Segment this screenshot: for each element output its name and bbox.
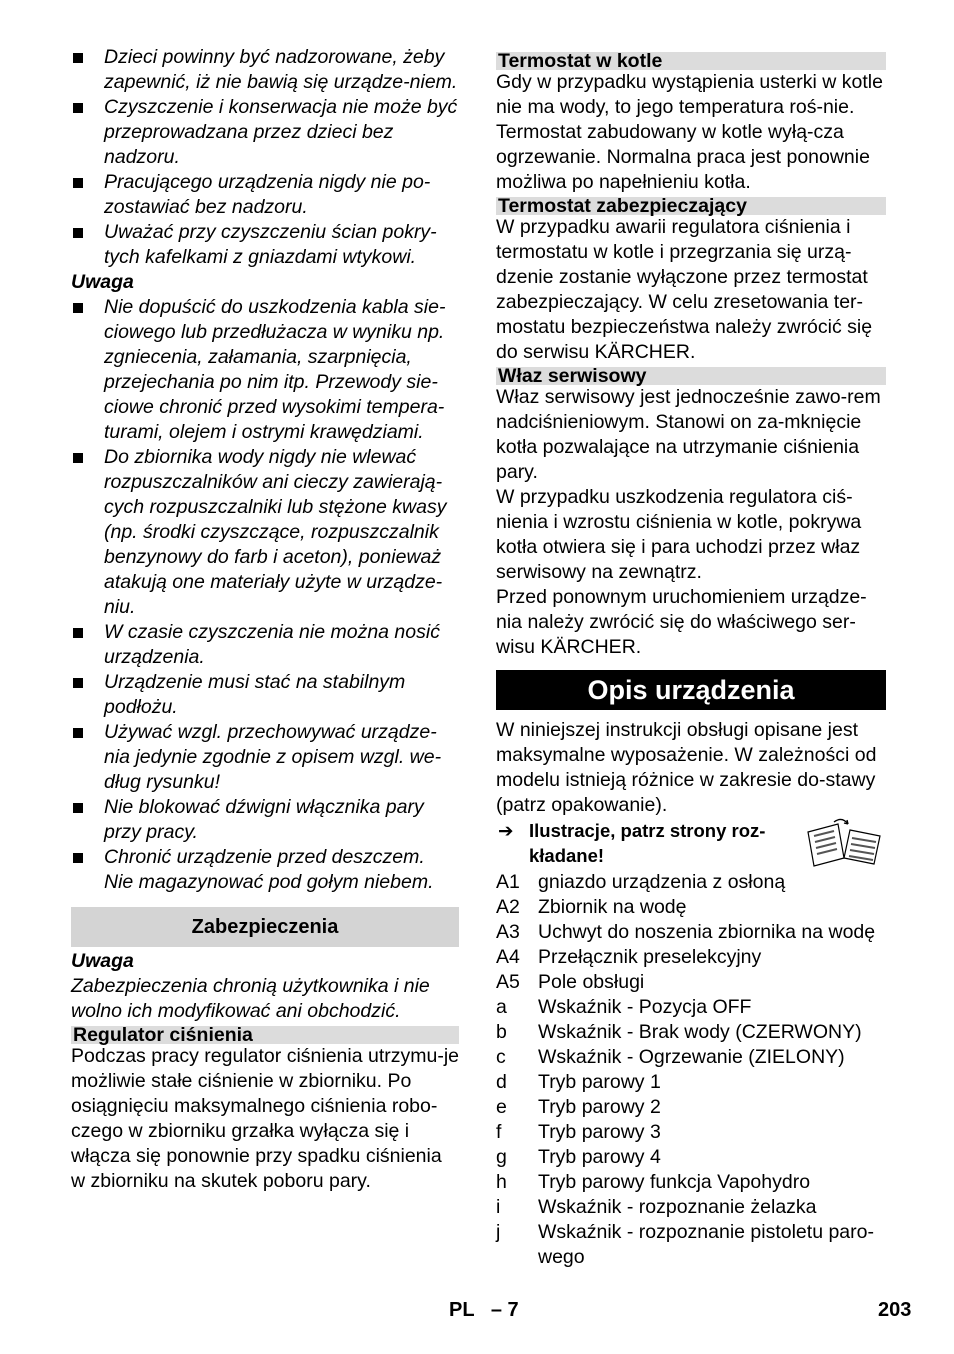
footer-page-number: 203 [878,1299,912,1321]
note-label: Uwaga [71,271,134,293]
list-item: Chronić urządzenie przed deszczem. Nie magazynować pod gołym niebem. [71,845,459,895]
table-row: a Wskaźnik - Pozycja OFF [496,996,752,1018]
left-column [71,45,459,1194]
paragraph-service-hatch-1: Właz serwisowy jest jednocześnie zawo-rem nadciśnieniowym. Stanowi on za-mknięcie kotła pozwalające na utrzymanie ciśnienia pary. [496,386,881,483]
list-item: Pracującego urządzenia nigdy nie po-zostawiać bez nadzoru. [71,170,459,220]
subheading-safety-thermostat: Termostat zabezpieczający [496,197,886,215]
illustrations-reference-text: Ilustracje, patrz strony roz-kładane! [529,820,766,866]
table-row: g Tryb parowy 4 [496,1146,661,1168]
list-item: Używać wzgl. przechowywać urządze-nia jedynie zgodnie z opisem wzgl. we-dług rysunku! [71,720,459,795]
list-item: Czyszczenie i konserwacja nie może być przeprowadzana przez dzieci bez nadzoru. [71,95,459,170]
warning-list-children [71,45,459,270]
table-row: j Wskaźnik - rozpoznanie pistoletu paro-wego [496,1221,874,1268]
table-row: A2 Zbiornik na wodę [496,896,687,918]
list-item: Urządzenie musi stać na stabilnym podłożu. [71,670,459,720]
table-row: h Tryb parowy funkcja Vapohydro [496,1171,811,1193]
paragraph-service-hatch-3: Przed ponownym uruchomieniem urządze-nia należy zwrócić się do właściwego ser-wisu KÄRCHER. [496,586,867,658]
table-row: A1 gniazdo urządzenia z osłoną [496,871,786,893]
section-heading-safety: Zabezpieczenia [71,907,459,947]
chapter-heading-device-description: Opis urządzenia [496,670,886,710]
subheading-service-hatch: Właz serwisowy [496,367,886,385]
list-item: W czasie czyszczenia nie można nosić urządzenia. [71,620,459,670]
table-row: A3 Uchwyt do noszenia zbiornika na wodę [496,921,876,943]
component-legend [496,870,886,1270]
table-row: i Wskaźnik - rozpoznanie żelazka [496,1196,817,1218]
table-row: A5 Pole obsługi [496,971,645,993]
list-item: Dzieci powinny być nadzorowane, żeby zapewnić, iż nie bawią się urządze-niem. [71,45,459,95]
table-row: c Wskaźnik - Ogrzewanie (ZIELONY) [496,1046,845,1068]
paragraph-pressure-regulator: Podczas pracy regulator ciśnienia utrzymu-je możliwie stałe ciśnienie w zbiorniku. Po osiągnięciu maksymalnego ciśnienia robo-czego w zbiorniku grzałka wyłącza się i włącza się ponownie przy spadku ciśnienia w zbiorniku na skutek poboru pary. [71,1045,460,1192]
subheading-pressure-regulator: Regulator ciśnienia [71,1026,459,1044]
list-item: Nie blokować dźwigni włącznika pary przy pracy. [71,795,459,845]
paragraph-device-intro: W niniejszej instrukcji obsługi opisane jest maksymalne wyposażenie. W zależności od modelu istnieją różnice w zakresie do-stawy (patrz opakowanie). [496,719,877,816]
table-row: e Tryb parowy 2 [496,1096,661,1118]
footer-language-page: PL – 7 [449,1299,519,1321]
paragraph-boiler-thermostat: Gdy w przypadku wystąpienia usterki w kotle nie ma wody, to jego temperatura roś-nie. Termostat zabudowany w kotle wyłą-cza ogrzewanie. Normalna praca jest ponownie możliwa po napełnieniu kotła. [496,71,883,193]
paragraph-service-hatch-2: W przypadku uszkodzenia regulatora ciś-nienia i wzrostu ciśnienia w kotle, pokrywa kotła otwiera się i para uchodzi przez właz serwisowy na zewnątrz. [496,486,862,583]
open-book-icon [804,818,884,868]
list-item: Do zbiornika wody nigdy nie wlewać rozpuszczalników ani cieczy zawierają-cych rozpuszczalniki lub stężone kwasy (np. środki czyszczące, rozpuszczalnik benzynowy do farb i aceton), ponieważ atakują one materiały użyte w urządze-niu. [71,445,459,620]
list-item: Nie dopuścić do uszkodzenia kabla sie-ciowego lub przedłużacza w wyniku np. zgniecenia, załamania, szarpnięcia, przejechania po nim itp. Przewody sie-ciowe chronić przed wysokimi tempera-turami, olejem i ostrymi krawędziami. [71,295,459,445]
note-text: Zabezpieczenia chronią użytkownika i nie wolno ich modyfikować ani obchodzić. [71,975,430,1022]
table-row: f Tryb parowy 3 [496,1121,661,1143]
subheading-boiler-thermostat: Termostat w kotle [496,52,886,70]
table-row: d Tryb parowy 1 [496,1071,661,1093]
warning-list-device [71,295,459,895]
table-row: A4 Przełącznik preselekcyjny [496,946,762,968]
note-label: Uwaga [71,950,134,972]
list-item: Uważać przy czyszczeniu ścian pokry-tych kafelkami z gniazdami wtykowi. [71,220,459,270]
right-column [496,45,886,1270]
paragraph-safety-thermostat: W przypadku awarii regulatora ciśnienia i termostatu w kotle i przegrzania się urzą-dzenie zostanie wyłączone przez termostat zabezpieczający. W celu zresetowania ter-mostatu bezpieczeństwa należy zwrócić się do serwisu KÄRCHER. [496,216,873,363]
arrow-right-icon: ➔ [498,820,514,841]
table-row: b Wskaźnik - Brak wody (CZERWONY) [496,1021,862,1043]
illustrations-reference [496,818,886,868]
